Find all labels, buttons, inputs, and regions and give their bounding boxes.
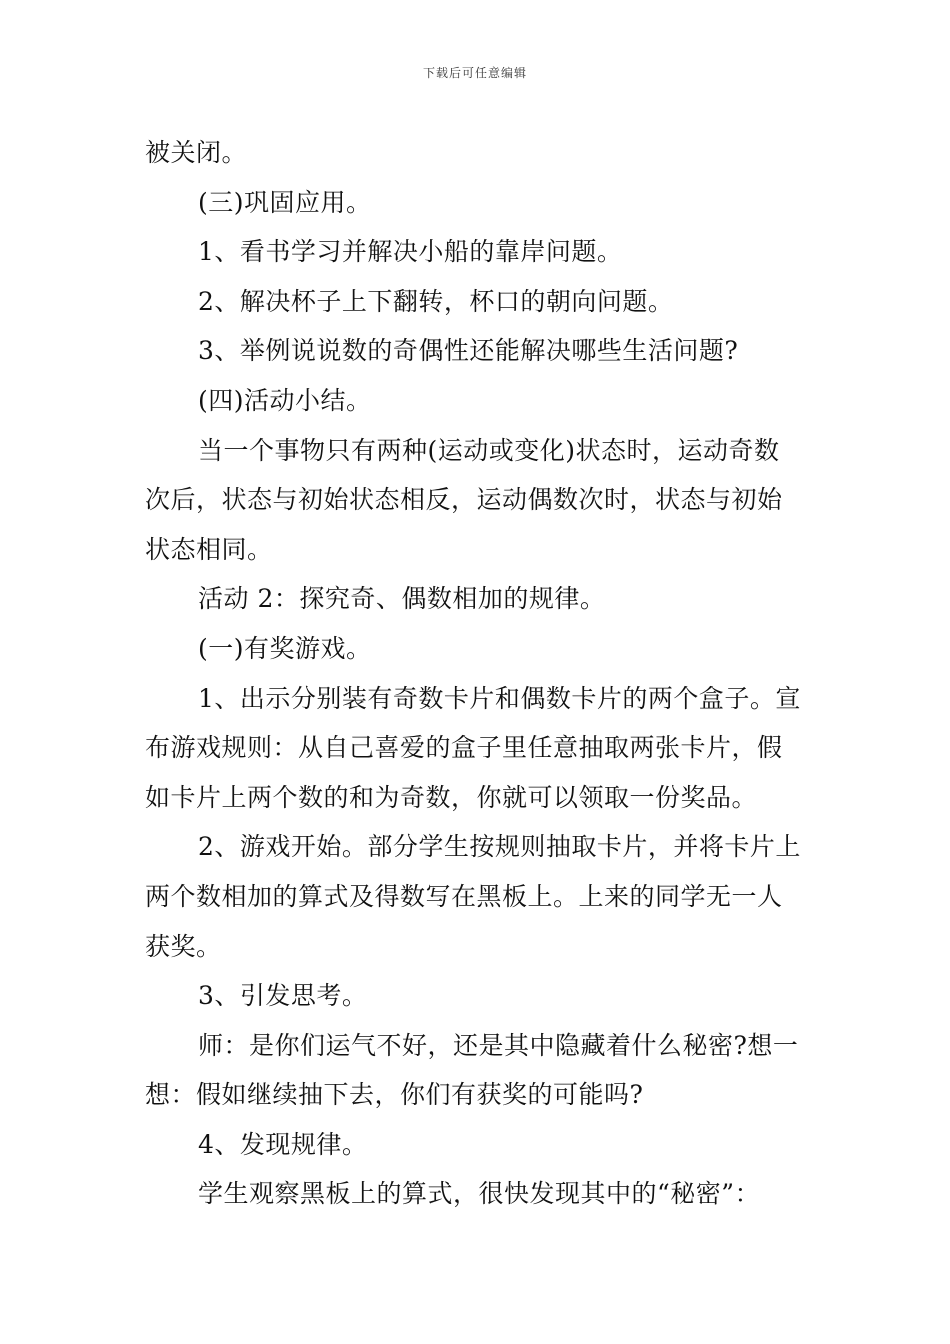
list-item: 3、引发思考。 [198, 981, 368, 1011]
list-item: 3、举例说说数的奇偶性还能解决哪些生活问题? [198, 336, 739, 366]
text-line: 被关闭。 [145, 138, 248, 167]
text-line: 学生观察黑板上的算式，很快发现其中的“秘密”： [198, 1179, 761, 1209]
list-item: 4、发现规律。 [198, 1129, 368, 1159]
text-line: 次后，状态与初始状态相反，运动偶数次时，状态与初始 [145, 485, 783, 515]
text-line: 状态相同。 [145, 534, 273, 564]
text-line: 两个数相加的算式及得数写在黑板上。上来的同学无一人 [145, 881, 783, 911]
text-line: 布游戏规则：从自己喜爱的盒子里任意抽取两张卡片，假 [145, 733, 783, 763]
text-line: 想：假如继续抽下去，你们有获奖的可能吗? [145, 1080, 644, 1110]
list-item: 2、游戏开始。部分学生按规则抽取卡片，并将卡片上 [198, 832, 801, 862]
list-item: 1、看书学习并解决小船的靠岸问题。 [198, 237, 623, 267]
text-line: 当一个事物只有两种(运动或变化)状态时，运动奇数 [198, 435, 780, 465]
section-heading: (四)活动小结。 [198, 385, 372, 415]
page-header: 下载后可任意编辑 [422, 66, 527, 80]
section-heading: (三)巩固应用。 [198, 187, 372, 217]
text-line: 获奖。 [145, 931, 222, 961]
list-item: 1、出示分别装有奇数卡片和偶数卡片的两个盒子。宣 [198, 683, 801, 713]
text-line: 师：是你们运气不好，还是其中隐藏着什么秘密?想一 [198, 1030, 799, 1060]
document-body [145, 128, 810, 1219]
list-item: 2、解决杯子上下翻转，杯口的朝向问题。 [198, 286, 674, 316]
activity-heading: 活动 2：探究奇、偶数相加的规律。 [198, 584, 606, 614]
text-line: 如卡片上两个数的和为奇数，你就可以领取一份奖品。 [145, 782, 758, 812]
section-heading: (一)有奖游戏。 [198, 633, 372, 663]
